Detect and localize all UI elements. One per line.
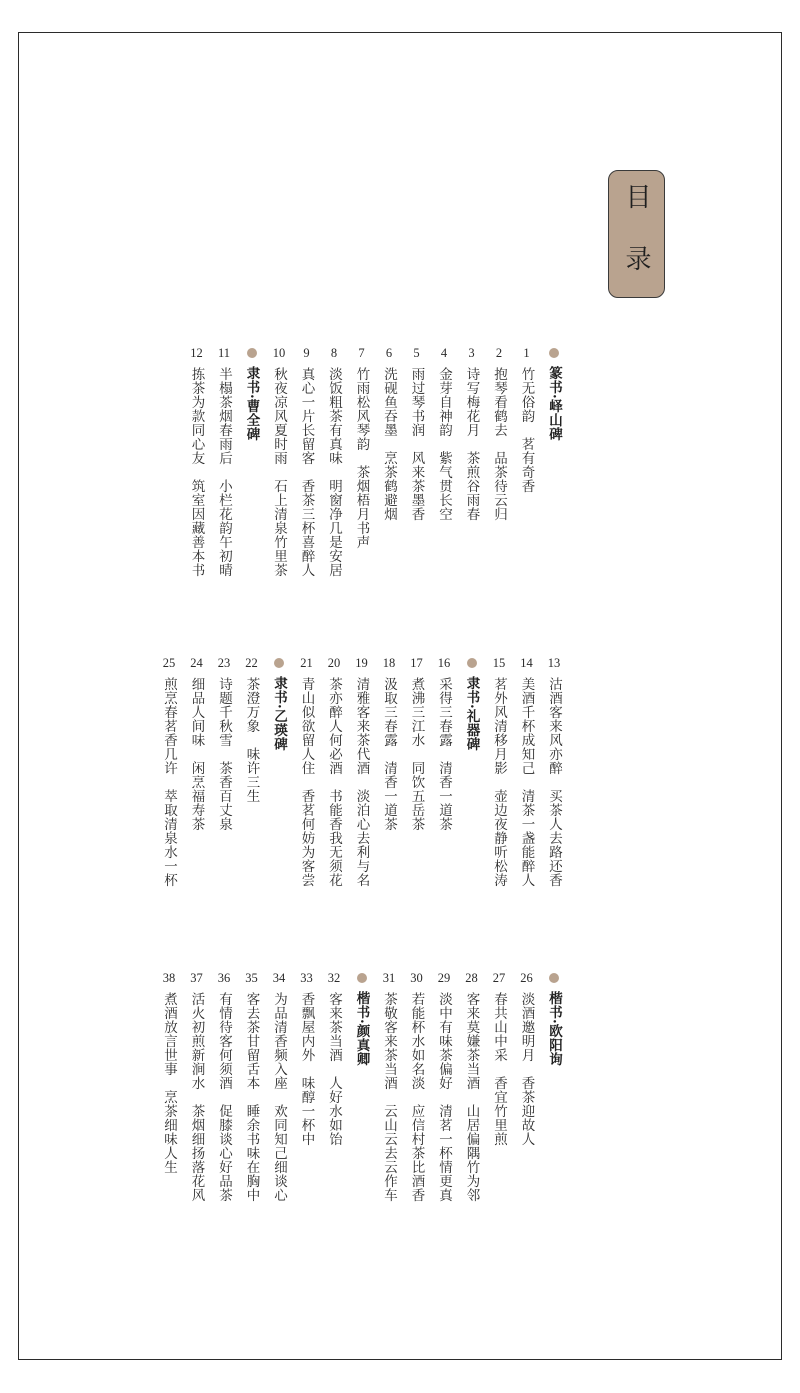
entry-number: 10	[272, 346, 286, 360]
toc-entry	[541, 655, 567, 887]
toc-entry	[431, 345, 457, 521]
entry-number: 9	[303, 346, 310, 360]
section-bullet-icon	[274, 658, 284, 668]
entry-title: 为品清香频入座 欢同知己细谈心	[271, 992, 287, 1202]
entry-number: 19	[355, 656, 368, 670]
toc-entry	[404, 345, 430, 521]
entry-title: 淡饭粗茶有真味 明窗净几是安居	[326, 367, 342, 577]
entry-title: 有情待客何须酒 促膝谈心好品茶	[216, 992, 232, 1202]
entry-title: 若能杯水如名淡 应信村茶比酒香	[408, 992, 425, 1202]
toc-title: 目 录	[621, 182, 651, 286]
entry-title: 客来莫嫌茶当酒 山居偏隅竹为邻	[463, 992, 480, 1202]
entry-title: 细品人间味 闲烹福寿茶	[188, 677, 205, 831]
toc-entry	[294, 655, 320, 887]
entry-title: 半榻茶烟春雨后 小栏花韵午初晴	[216, 367, 232, 577]
entry-number: 16	[437, 656, 451, 670]
toc-entry	[376, 970, 402, 1202]
entry-title: 竹无俗韵 茗有奇香	[518, 367, 535, 493]
entry-title: 抱琴看鹤去 品茶待云归	[491, 367, 507, 521]
entry-title: 秋夜凉风夏时雨 石上清泉竹里茶	[271, 367, 287, 577]
entry-title: 美酒千杯成知己 清茶一盏能醉人	[518, 677, 535, 887]
entry-title: 沽酒客来风亦醉 买茶人去路还香	[546, 677, 562, 887]
entry-title: 诗题千秋雪 茶香百丈泉	[216, 677, 232, 831]
section-bullet-icon	[467, 658, 477, 668]
entry-title: 活火初煎新涧水 茶烟细扬落花风	[188, 992, 205, 1202]
toc-entry	[211, 655, 237, 831]
section-header	[459, 655, 485, 751]
entry-number: 33	[300, 971, 313, 985]
section-bullet-icon	[247, 348, 257, 358]
entry-number: 18	[382, 656, 396, 670]
section-header	[239, 345, 265, 441]
entry-number: 3	[468, 346, 475, 360]
toc-entry	[514, 970, 540, 1146]
entry-title: 茶敬客来茶当酒 云山云去云作车	[381, 992, 397, 1202]
toc-entry	[156, 655, 182, 887]
toc-entry	[321, 970, 347, 1146]
entry-number: 34	[272, 971, 286, 985]
entry-title: 汲取三春露 清香一道茶	[381, 677, 397, 831]
section-bullet-icon	[549, 973, 559, 983]
entry-title: 淡酒邀明月 香茶迎故人	[518, 992, 535, 1146]
toc-entry	[431, 970, 457, 1202]
toc-entry	[486, 970, 512, 1146]
section-title: 隶书·曹全碑	[243, 366, 260, 442]
entry-number: 24	[190, 656, 203, 670]
entry-number: 25	[162, 656, 176, 670]
entry-number: 4	[440, 346, 448, 360]
toc-entry	[376, 655, 402, 831]
toc-entry	[514, 655, 540, 887]
toc-entry	[294, 345, 320, 577]
toc-entry	[184, 970, 210, 1202]
toc-title-box	[608, 170, 665, 298]
entry-title: 茗外风清移月影 壶边夜静听松涛	[491, 677, 507, 887]
entry-number: 35	[245, 971, 258, 985]
section-title: 楷书·欧阳询	[546, 991, 562, 1067]
entry-title: 金芽自神韵 紫气贯长空	[436, 367, 452, 521]
entry-number: 23	[217, 656, 231, 670]
entry-title: 煎烹春茗香几许 萃取清泉水一杯	[161, 677, 177, 887]
section-bullet-icon	[357, 973, 367, 983]
entry-number: 8	[330, 346, 338, 360]
entry-title: 采得三春露 清香一道茶	[436, 677, 452, 831]
entry-number: 1	[523, 346, 530, 360]
toc-entry	[514, 345, 540, 493]
toc-entry	[266, 970, 292, 1202]
entry-title: 春共山中采 香宜竹里煎	[491, 992, 507, 1146]
toc-entry	[431, 655, 457, 831]
section-title: 楷书·颜真卿	[353, 991, 370, 1067]
toc-entry	[349, 655, 375, 887]
section-header	[266, 655, 292, 751]
entry-number: 29	[437, 971, 451, 985]
entry-title: 青山似欲留人住 香茗何妨为客尝	[298, 677, 315, 887]
entry-title: 茶澄万象 味许三生	[243, 677, 260, 803]
entry-number: 13	[547, 656, 561, 670]
entry-number: 28	[465, 971, 478, 985]
entry-number: 12	[190, 346, 203, 360]
toc-entry	[266, 345, 292, 577]
entry-title: 煮沸三江水 同饮五岳茶	[408, 677, 425, 831]
entry-number: 30	[410, 971, 423, 985]
entry-number: 37	[190, 971, 203, 985]
entry-number: 36	[217, 971, 231, 985]
entry-number: 7	[358, 346, 365, 360]
section-title: 隶书·礼器碑	[463, 676, 480, 752]
toc-entry	[321, 345, 347, 577]
entry-title: 竹雨松风琴韵 茶烟梧月书声	[353, 367, 370, 549]
entry-number: 38	[162, 971, 176, 985]
toc-entry	[294, 970, 320, 1146]
entry-title: 淡中有味茶偏好 清茗一杯情更真	[436, 992, 452, 1202]
section-header	[349, 970, 375, 1066]
entry-number: 5	[413, 346, 420, 360]
toc-entry	[156, 970, 182, 1174]
toc-entry	[239, 655, 265, 803]
entry-title: 洗砚鱼吞墨 烹茶鹤避烟	[381, 367, 397, 521]
entry-number: 6	[385, 346, 393, 360]
toc-entry	[349, 345, 375, 549]
entry-title: 茶亦醉人何必酒 书能香我无须花	[326, 677, 342, 887]
entry-number: 20	[327, 656, 341, 670]
entry-title: 清雅客来茶代酒 淡泊心去利与名	[353, 677, 370, 887]
section-header	[541, 345, 567, 441]
entry-number: 2	[495, 346, 503, 360]
entry-title: 煮酒放言世事 烹茶细味人生	[161, 992, 177, 1174]
toc-entry	[211, 345, 237, 577]
toc-entry	[211, 970, 237, 1202]
section-title: 隶书·乙瑛碑	[271, 676, 287, 752]
entry-number: 32	[327, 971, 341, 985]
toc-entry	[486, 655, 512, 887]
toc-entry	[459, 345, 485, 521]
entry-title: 诗写梅花月 茶煎谷雨春	[463, 367, 480, 521]
section-title: 篆书·峄山碑	[546, 366, 562, 442]
entry-number: 27	[492, 971, 506, 985]
entry-title: 雨过琴书润 风来茶墨香	[408, 367, 425, 521]
entry-title: 客去茶甘留舌本 睡余书味在胸中	[243, 992, 260, 1202]
entry-number: 17	[410, 656, 423, 670]
toc-entry	[184, 655, 210, 831]
toc-entry	[486, 345, 512, 521]
toc-entry	[321, 655, 347, 887]
entry-title: 真心一片长留客 香茶三杯喜醉人	[298, 367, 315, 577]
toc-entry	[404, 970, 430, 1202]
toc-entry	[459, 970, 485, 1202]
entry-number: 15	[492, 656, 506, 670]
toc-entry	[376, 345, 402, 521]
entry-title: 客来茶当酒 人好水如饴	[326, 992, 342, 1146]
entry-number: 26	[520, 971, 533, 985]
entry-title: 拣茶为款同心友 筑室因藏善本书	[188, 367, 205, 577]
section-header	[541, 970, 567, 1066]
entry-number: 14	[520, 656, 533, 670]
entry-number: 22	[245, 656, 258, 670]
toc-entry	[239, 970, 265, 1202]
toc-entry	[184, 345, 210, 577]
entry-title: 香飘屋内外 味醇一杯中	[298, 992, 315, 1146]
toc-entry	[404, 655, 430, 831]
entry-number: 31	[382, 971, 396, 985]
section-bullet-icon	[549, 348, 559, 358]
entry-number: 21	[300, 656, 313, 670]
entry-number: 11	[217, 346, 231, 360]
